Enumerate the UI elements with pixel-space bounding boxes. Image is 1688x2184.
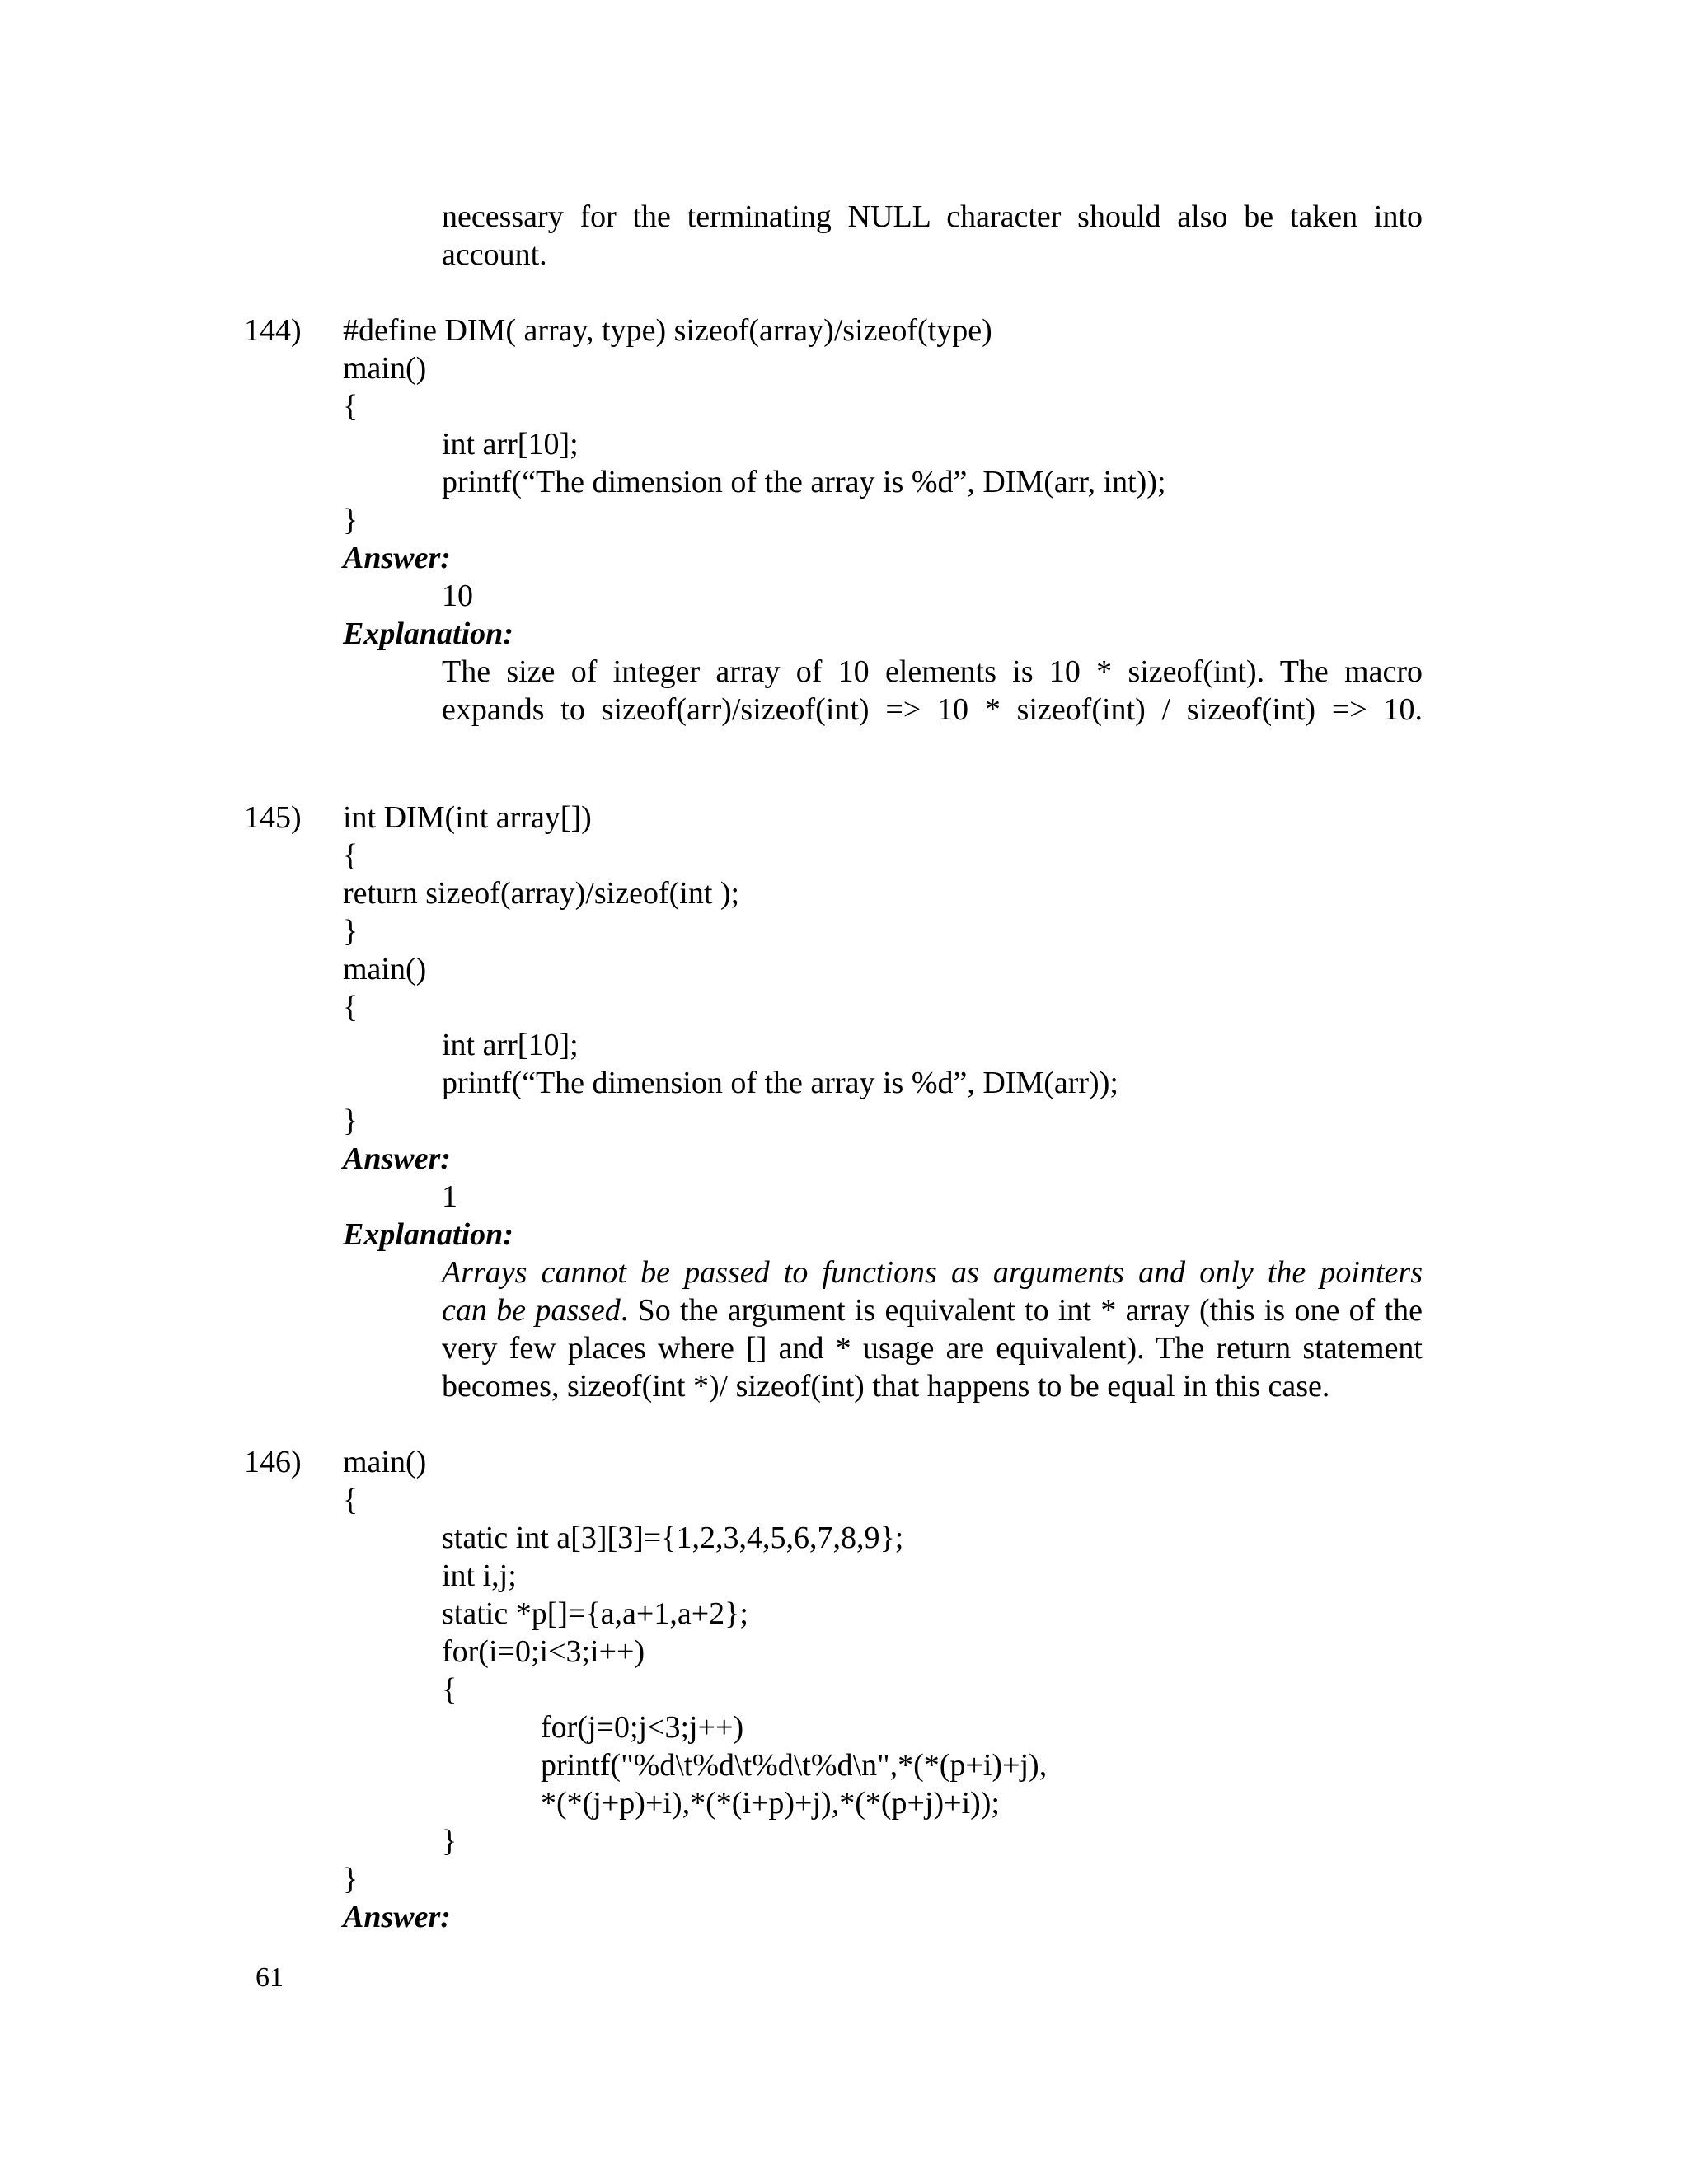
q145-code-line-5: main() bbox=[343, 952, 427, 987]
page-number: 61 bbox=[256, 1962, 284, 1993]
q144-code-line-4: int arr[10]; bbox=[442, 427, 579, 462]
q144-code-line-2: main() bbox=[343, 351, 427, 386]
q144-code-line-1: #define DIM( array, type) sizeof(array)/sizeof(type) bbox=[343, 313, 992, 348]
q144-answer-label: Answer: bbox=[343, 541, 451, 575]
question-144-number: 144) bbox=[244, 313, 302, 348]
q145-answer-value: 1 bbox=[442, 1179, 457, 1214]
q145-code-line-1: int DIM(int array[]) bbox=[343, 800, 592, 835]
q146-code-line-2: { bbox=[343, 1483, 359, 1517]
q145-explanation-label: Explanation: bbox=[343, 1217, 513, 1252]
q146-code-line-11: } bbox=[442, 1824, 457, 1858]
q145-code-line-9: } bbox=[343, 1104, 359, 1138]
q145-code-line-2: { bbox=[343, 838, 359, 873]
q145-explanation-line-2-rest: . So the argument is equivalent to int * array (this is one of the bbox=[620, 1293, 1423, 1328]
q145-answer-label: Answer: bbox=[343, 1141, 451, 1176]
q144-code-line-5: printf(“The dimension of the array is %d”, DIM(arr, int)); bbox=[442, 465, 1166, 499]
question-146-number: 146) bbox=[244, 1445, 302, 1479]
intro-line-1: necessary for the terminating NULL character should also be taken into bbox=[442, 199, 1423, 234]
q145-explanation-line-2 bbox=[442, 1291, 1423, 1329]
question-145-number: 145) bbox=[244, 800, 302, 835]
q144-code-line-3: { bbox=[343, 389, 359, 424]
q144-explanation-line-1: The size of integer array of 10 elements is 10 * sizeof(int). The macro bbox=[442, 654, 1423, 689]
q146-code-line-1: main() bbox=[343, 1445, 427, 1479]
q146-code-line-6: for(i=0;i<3;i++) bbox=[442, 1634, 645, 1669]
q144-answer-value: 10 bbox=[442, 579, 473, 613]
q145-code-line-7: int arr[10]; bbox=[442, 1028, 579, 1062]
q145-code-line-6: { bbox=[343, 990, 359, 1024]
q146-code-line-9: printf("%d\t%d\t%d\t%d\n",*(*(p+i)+j), bbox=[541, 1748, 1048, 1783]
q145-explanation-line-3: very few places where [] and * usage are equivalent). The return statement bbox=[442, 1331, 1423, 1366]
q145-code-line-8: printf(“The dimension of the array is %d”, DIM(arr)); bbox=[442, 1066, 1118, 1100]
q146-code-line-12: } bbox=[343, 1862, 359, 1896]
intro-line-2: account. bbox=[442, 237, 547, 272]
q145-explanation-line-2-italic: can be passed bbox=[442, 1293, 621, 1328]
q146-code-line-7: { bbox=[442, 1672, 457, 1707]
q144-explanation-label: Explanation: bbox=[343, 616, 513, 651]
q146-code-line-10: *(*(j+p)+i),*(*(i+p)+j),*(*(p+j)+i)); bbox=[541, 1786, 1000, 1821]
q145-explanation-line-4: becomes, sizeof(int *)/ sizeof(int) that happens to be equal in this case. bbox=[442, 1369, 1330, 1404]
q146-code-line-5: static *p[]={a,a+1,a+2}; bbox=[442, 1596, 748, 1631]
q145-code-line-3: return sizeof(array)/sizeof(int ); bbox=[343, 876, 740, 911]
q144-code-line-6: } bbox=[343, 503, 359, 537]
q146-code-line-3: static int a[3][3]={1,2,3,4,5,6,7,8,9}; bbox=[442, 1521, 904, 1555]
q146-answer-label: Answer: bbox=[343, 1900, 451, 1934]
q146-code-line-8: for(j=0;j<3;j++) bbox=[541, 1710, 744, 1745]
q145-explanation-line-1: Arrays cannot be passed to functions as arguments and only the pointers bbox=[442, 1255, 1423, 1290]
q146-code-line-4: int i,j; bbox=[442, 1558, 517, 1593]
q145-code-line-4: } bbox=[343, 914, 359, 949]
q144-explanation-line-2: expands to sizeof(arr)/sizeof(int) => 10 * sizeof(int) / sizeof(int) => 10. bbox=[442, 692, 1423, 727]
